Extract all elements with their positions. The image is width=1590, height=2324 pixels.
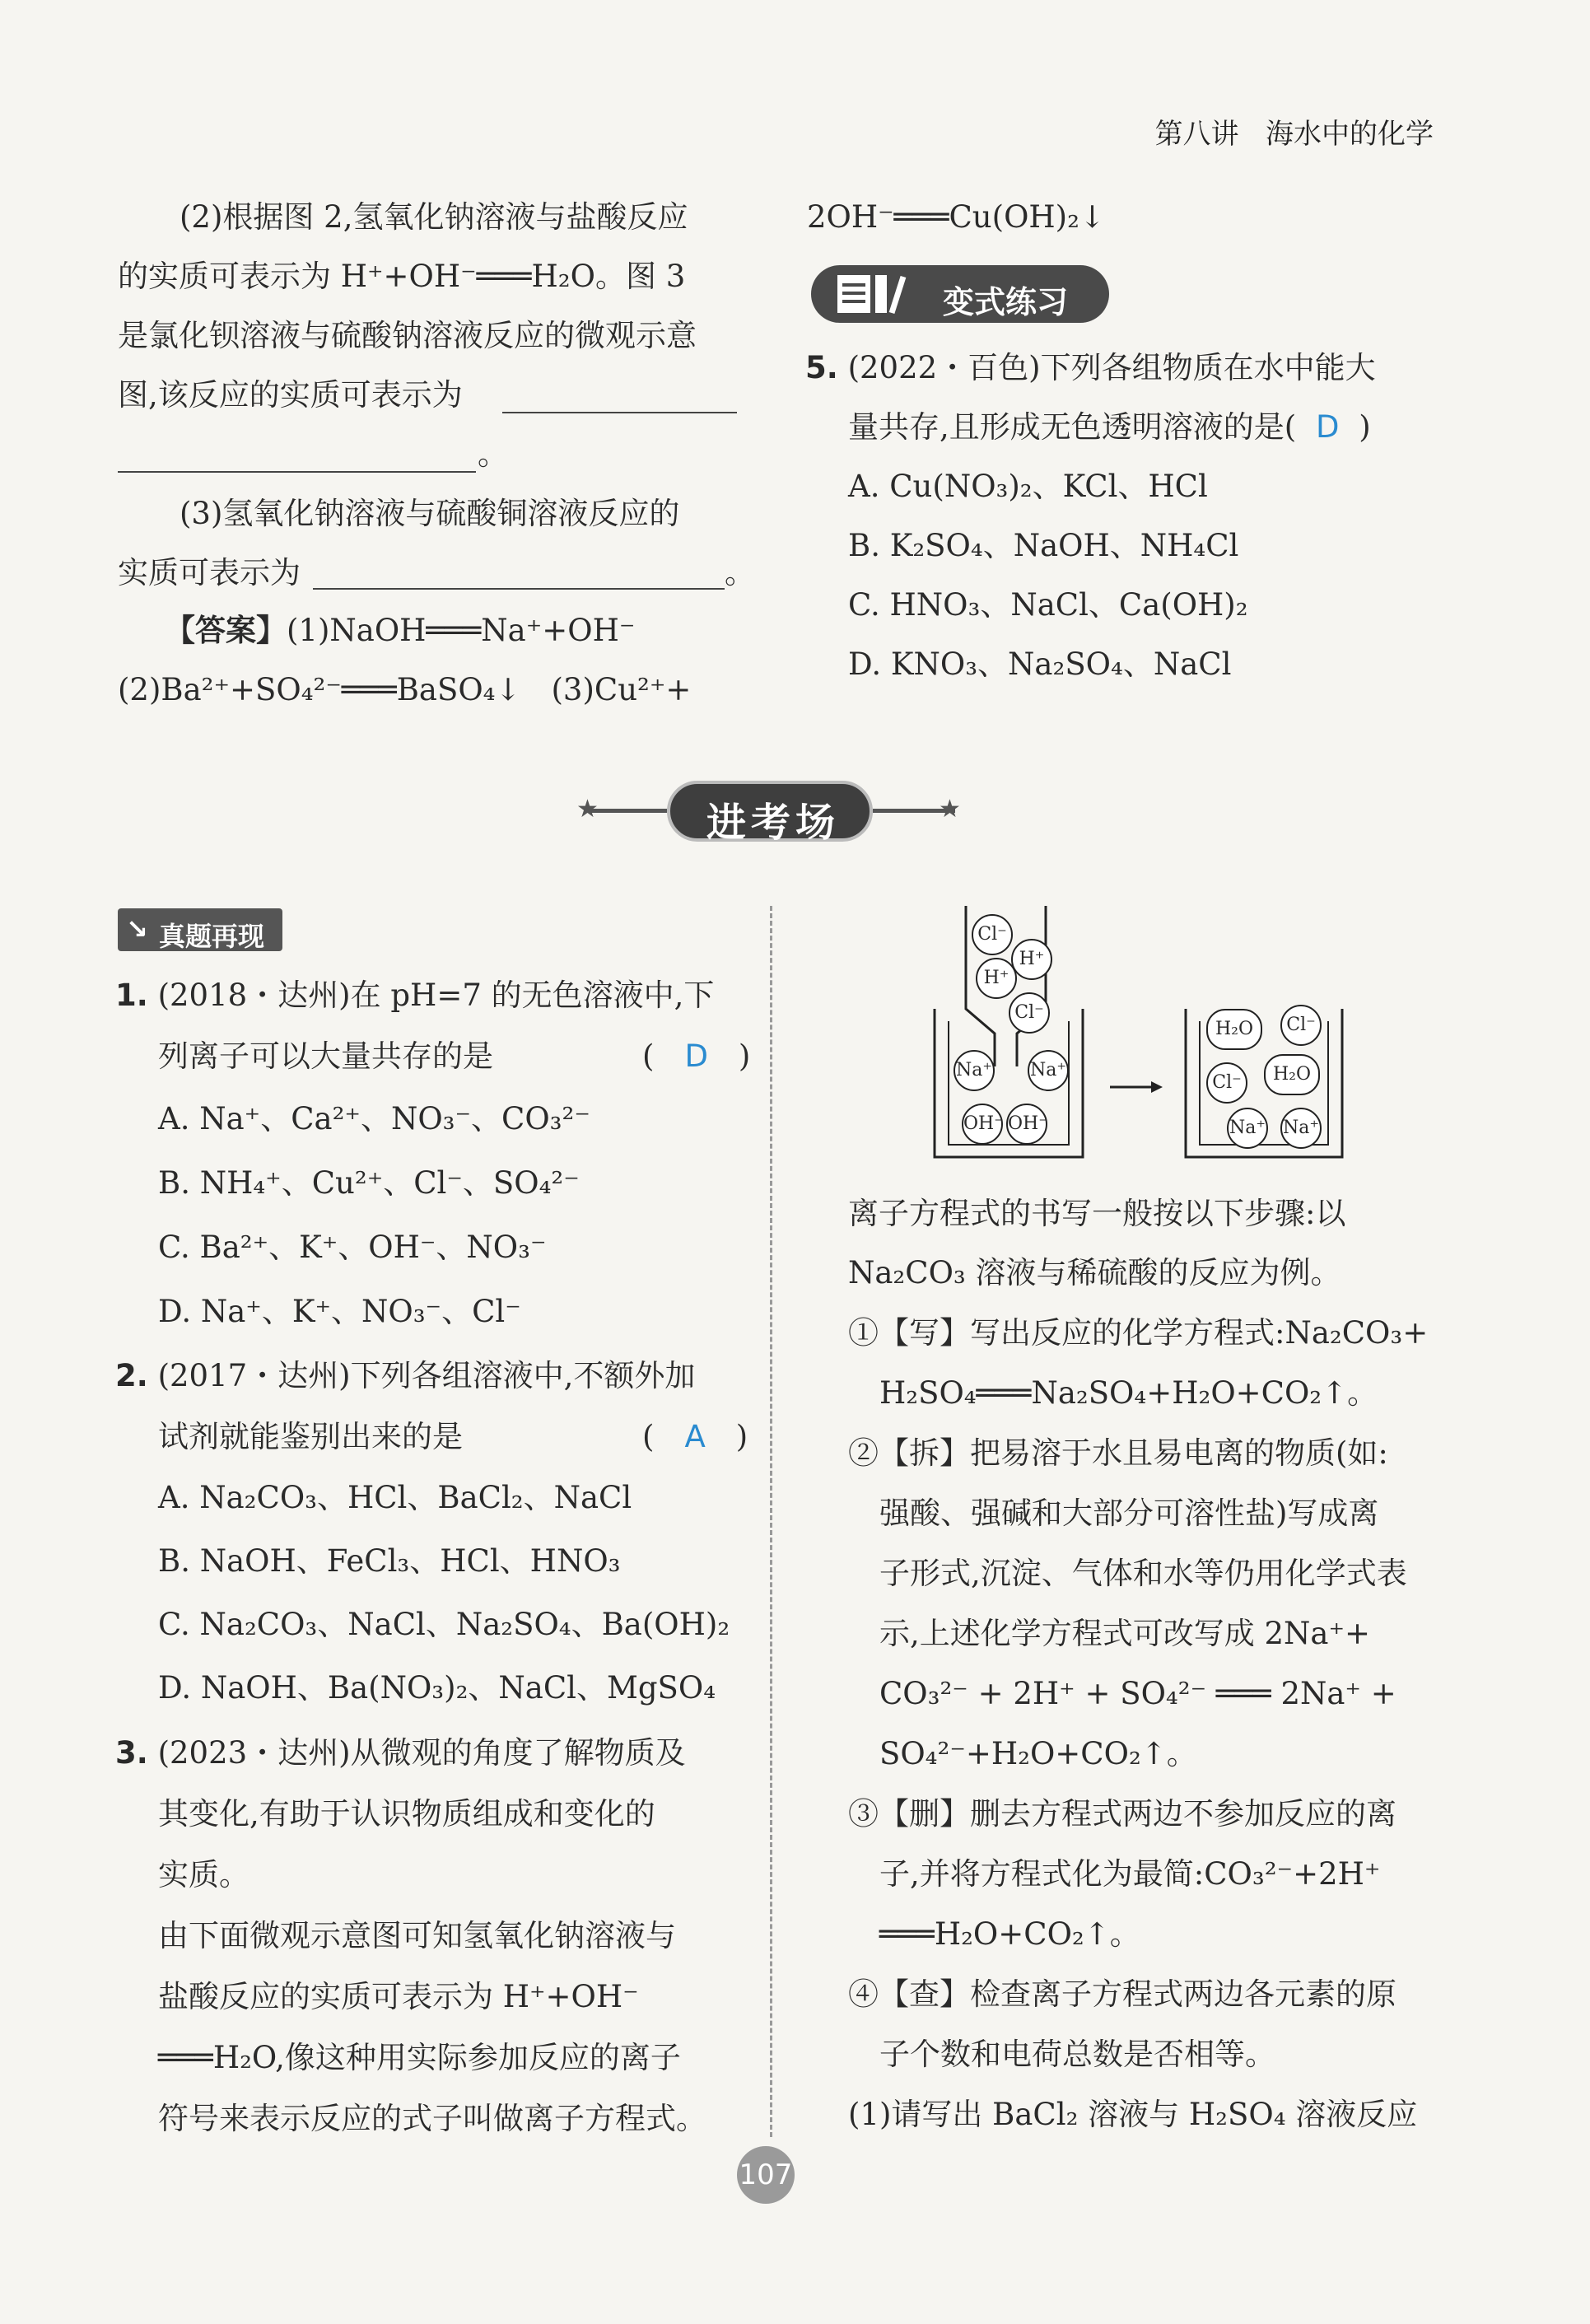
section-tag — [118, 908, 282, 951]
step-write-line2: H₂SO₄═══Na₂SO₄+H₂O+CO₂↑。 — [879, 1375, 1378, 1411]
chapter-header — [1155, 111, 1434, 152]
q2-line2: 试剂就能鉴别出来的是 — [158, 1419, 463, 1454]
answer-line1: (1)NaOH═══Na⁺+OH⁻ — [287, 613, 636, 648]
q1-answer: D — [684, 1038, 708, 1074]
q2-header — [115, 1360, 695, 1391]
reaction-micro-diagram — [930, 902, 1359, 1169]
star-icon: ★ — [576, 795, 599, 824]
q3-line2: 实质可表示为 — [118, 555, 301, 590]
q2-line3: 是氯化钡溶液与硫酸钠溶液反应的微观示意 — [118, 318, 697, 353]
q2-line4: 图,该反应的实质可表示为 — [118, 377, 463, 413]
q1-answer-row: ( D ) — [642, 1038, 751, 1074]
step-split-line3: 子形式,沉淀、气体和水等仍用化学式表 — [879, 1556, 1407, 1591]
step-split-line1: ②【拆】把易溶于水且易电离的物质(如: — [848, 1435, 1388, 1471]
molecule-water: H₂O — [1206, 1009, 1262, 1050]
step-delete-line2: 子,并将方程式化为最简:CO₃²⁻+2H⁺ — [879, 1856, 1381, 1892]
q1-number: 1. — [115, 978, 148, 1013]
q1-option-a: A. Na⁺、Ca²⁺、NO₃⁻、CO₃²⁻ — [158, 1101, 590, 1136]
star-icon: ★ — [939, 795, 961, 824]
q3-text-line6: ═══H₂O,像这种用实际参加反应的离子 — [158, 2040, 681, 2075]
chapter-title: 海水中的化学 — [1266, 118, 1434, 151]
q2-blank-2[interactable] — [118, 471, 476, 473]
q1-option-d: D. Na⁺、K⁺、NO₃⁻、Cl⁻ — [158, 1294, 521, 1329]
answer-tag: 【答案】 — [165, 612, 287, 648]
variant-practice-banner — [811, 265, 1109, 323]
q3-text-line4: 由下面微观示意图可知氢氧化钠溶液与 — [158, 1918, 676, 1953]
q2-blank-1[interactable] — [502, 412, 737, 413]
ion-hydrogen: H⁺ — [1011, 939, 1052, 980]
step-check-line1: ④【查】检查离子方程式两边各元素的原 — [848, 1976, 1396, 2012]
q3-blank[interactable] — [313, 588, 725, 590]
q5-line2-row — [848, 409, 1371, 445]
q2-number: 2. — [115, 1358, 148, 1393]
q2-answer-row: ( A ) — [642, 1419, 748, 1454]
q1-line1: (2018・达州)在 pH=7 的无色溶液中,下 — [157, 978, 715, 1013]
chapter-number: 第八讲 — [1154, 118, 1239, 151]
exam-pill — [667, 781, 873, 846]
q5-close: ) — [1359, 409, 1371, 445]
column-divider — [770, 906, 772, 2137]
q3-line1: (3)氢氧化钠溶液与硫酸铜溶液反应的 — [180, 496, 680, 531]
step-split-line2: 强酸、强碱和大部分可溶性盐)写成离 — [879, 1496, 1379, 1531]
subquestion-1: (1)请写出 BaCl₂ 溶液与 H₂SO₄ 溶液反应 — [848, 2097, 1418, 2132]
step-split-line5: CO₃²⁻ + 2H⁺ + SO₄²⁻ ═══ 2Na⁺ + — [879, 1676, 1396, 1711]
q2-line2: 的实质可表示为 H⁺+OH⁻═══H₂O。图 3 — [118, 259, 686, 294]
section-tag-label: 真题再现 — [159, 921, 265, 952]
q1-option-c: C. Ba²⁺、K⁺、OH⁻、NO₃⁻ — [158, 1230, 547, 1265]
book-icon — [832, 272, 907, 318]
ion-hydroxide: OH⁻ — [1006, 1104, 1047, 1145]
ion-sodium: Na⁺ — [1227, 1108, 1268, 1149]
page-number: 107 — [737, 2146, 795, 2204]
q2-option-b: B. NaOH、FeCl₃、HCl、HNO₃ — [158, 1543, 621, 1579]
ion-sodium: Na⁺ — [1280, 1108, 1322, 1149]
q3-text-line5: 盐酸反应的实质可表示为 H⁺+OH⁻ — [158, 1979, 639, 2014]
q3-header — [115, 1735, 686, 1771]
step-delete-line1: ③【删】删去方程式两边不参加反应的离 — [848, 1796, 1396, 1832]
ion-chloride: Cl⁻ — [1206, 1062, 1247, 1104]
q2-option-c: C. Na₂CO₃、NaCl、Na₂SO₄、Ba(OH)₂ — [158, 1607, 730, 1642]
molecule-water: H₂O — [1264, 1054, 1320, 1095]
q1-header — [115, 978, 715, 1013]
q2-option-d: D. NaOH、Ba(NO₃)₂、NaCl、MgSO₄ — [158, 1670, 716, 1706]
step-write-line1: ①【写】写出反应的化学方程式:Na₂CO₃+ — [848, 1315, 1429, 1351]
q5-option-d: D. KNO₃、Na₂SO₄、NaCl — [848, 646, 1232, 682]
q5-line1: (2022・百色)下列各组物质在水中能大 — [847, 350, 1376, 385]
q3-text-line3: 实质。 — [158, 1857, 249, 1892]
q3-text-line2: 其变化,有助于认识物质组成和变化的 — [158, 1796, 655, 1832]
q2-period: 。 — [478, 436, 508, 472]
ion-chloride: Cl⁻ — [1009, 992, 1050, 1034]
step-split-line6: SO₄²⁻+H₂O+CO₂↑。 — [879, 1736, 1197, 1771]
ion-hydrogen: H⁺ — [976, 958, 1017, 999]
step-split-line4: 示,上述化学方程式可改写成 2Na⁺+ — [879, 1616, 1371, 1651]
answer-continuation: 2OH⁻═══Cu(OH)₂↓ — [807, 199, 1105, 235]
ion-chloride: Cl⁻ — [1280, 1005, 1322, 1046]
q5-line2: 量共存,且形成无色透明溶液的是( — [848, 409, 1297, 445]
steps-intro-line2: Na₂CO₃ 溶液与稀硫酸的反应为例。 — [848, 1255, 1341, 1290]
step-check-line2: 子个数和电荷总数是否相等。 — [879, 2037, 1275, 2072]
banner-label: 变式练习 — [943, 284, 1069, 320]
q3-period: 。 — [725, 555, 755, 590]
exam-section-banner — [576, 774, 963, 848]
q5-header — [805, 352, 1376, 383]
q3-text-line1: (2023・达州)从微观的角度了解物质及 — [157, 1735, 686, 1771]
q5-option-a: A. Cu(NO₃)₂、KCl、HCl — [848, 469, 1208, 504]
ion-chloride: Cl⁻ — [972, 914, 1013, 955]
q2-option-a: A. Na₂CO₃、HCl、BaCl₂、NaCl — [158, 1480, 632, 1515]
answer-line2: (2)Ba²⁺+SO₄²⁻═══BaSO₄↓ (3)Cu²⁺+ — [118, 672, 692, 707]
q2-answer: A — [684, 1419, 706, 1454]
ion-sodium: Na⁺ — [954, 1050, 995, 1091]
q1-option-b: B. NH₄⁺、Cu²⁺、Cl⁻、SO₄²⁻ — [158, 1165, 580, 1201]
q2-line1: (2017・达州)下列各组溶液中,不额外加 — [157, 1358, 696, 1393]
q1-line2: 列离子可以大量共存的是 — [158, 1038, 493, 1074]
step-delete-line3: ═══H₂O+CO₂↑。 — [879, 1916, 1140, 1952]
exam-title: 进考场 — [706, 800, 840, 846]
ion-hydroxide: OH⁻ — [962, 1104, 1003, 1145]
q2-line1: (2)根据图 2,氢氧化钠溶液与盐酸反应 — [180, 199, 688, 235]
steps-intro-line1: 离子方程式的书写一般按以下步骤:以 — [848, 1196, 1346, 1231]
q3-number: 3. — [115, 1735, 148, 1771]
q5-number: 5. — [805, 350, 838, 385]
ion-sodium: Na⁺ — [1028, 1050, 1069, 1091]
q3-text-line7: 符号来表示反应的式子叫做离子方程式。 — [158, 2101, 706, 2136]
arrow-down-right-icon: ↘ — [126, 913, 148, 945]
q5-answer: D — [1315, 409, 1340, 445]
q5-option-c: C. HNO₃、NaCl、Ca(OH)₂ — [848, 587, 1248, 623]
q5-option-b: B. K₂SO₄、NaOH、NH₄Cl — [848, 528, 1239, 563]
answer-block — [165, 612, 636, 648]
